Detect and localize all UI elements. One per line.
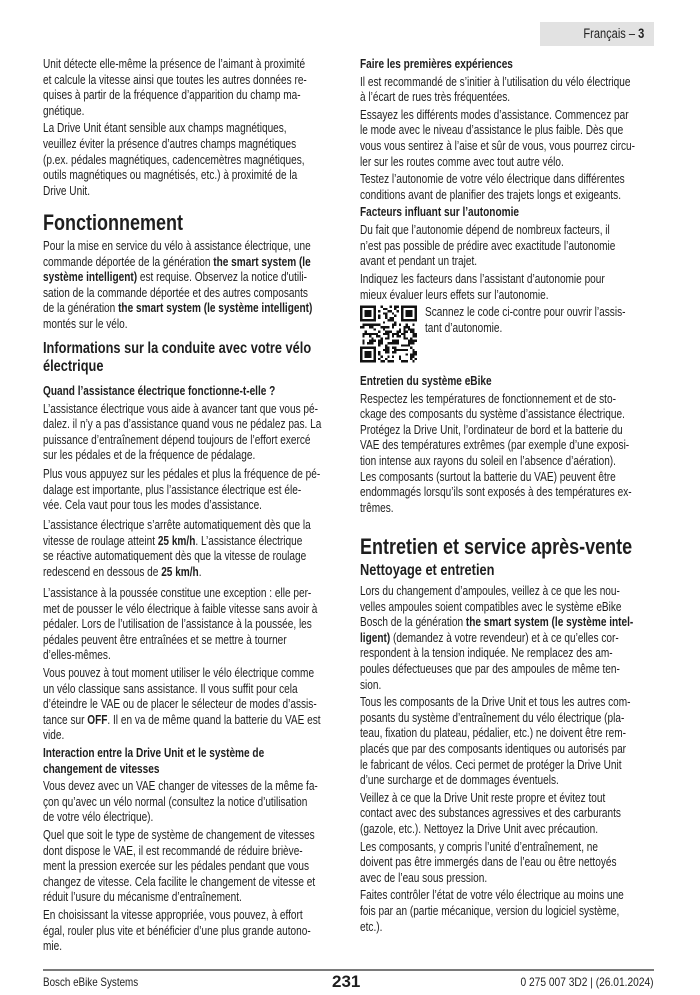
text-segment: vitesse de roulage atteint [43, 533, 158, 548]
qr-caption [425, 305, 626, 363]
text-line: se réactive automatiquement dès que la vitesse de roulage [43, 549, 307, 564]
bold-text: 25 km/h [157, 533, 196, 548]
bold-text: ligent) [360, 630, 391, 645]
text-line: vée. Cela vaut pour tous les modes d’assistance. [43, 498, 262, 513]
subheading [43, 384, 275, 400]
text-line: placés que par des composants identiques ou autorisés par [360, 741, 627, 756]
text-segment: . Il en va de même quand la batterie du VAE est [107, 712, 321, 727]
paragraph [43, 467, 320, 514]
paragraph [43, 402, 321, 464]
footer-page-number: 231 [332, 972, 361, 991]
text-line: Vous pouvez à tout moment utiliser le vélo électrique comme [43, 666, 315, 680]
text-line: posants du système d’entraînement du vélo électrique (pla- [360, 710, 625, 725]
language-label: Français – [583, 26, 638, 41]
paragraph [360, 223, 615, 270]
text-line: fois par an (partie mécanique, version du logiciel système, [360, 903, 620, 918]
paragraph [43, 518, 311, 580]
footer-brand: Bosch eBike Systems [43, 975, 139, 989]
text-line [43, 713, 321, 729]
text-line: Il est recommandé de s’initier à l’utilisation du vélo électrique [360, 74, 631, 89]
text-line: Testez l’autonomie de votre vélo électrique dans différentes [360, 172, 625, 187]
text-line: n’est pas possible de prédire avec exactitude l’autonomie [360, 238, 616, 253]
text-line: mieux évaluer leurs effets sur l’autonomie. [360, 287, 549, 302]
text-segment: redescend en dessous de [43, 564, 162, 579]
text-line: Plus vous appuyez sur les pédales et plus la fréquence de pé- [43, 467, 321, 481]
paragraph [360, 584, 633, 693]
text-segment: . L’assistance électrique [195, 533, 303, 548]
bold-text: 25 km/h [161, 564, 199, 579]
text-line [360, 631, 633, 647]
text-segment: tance sur [43, 712, 88, 727]
text-line: Essayez les différents modes d’assistance. Commencez par [360, 107, 629, 122]
text-line: puissance d’entraînement dépend toujours de l’effort exercé [43, 432, 311, 447]
text-line: Informations sur la conduite avec votre vélo [43, 340, 312, 357]
text-line: d’une surcharge et de dommages éventuels. [360, 773, 559, 788]
text-line: pédaler. Lors de l’utilisation de l’assistance à la poussée, les [43, 617, 312, 632]
qr-code-icon[interactable] [360, 305, 417, 363]
text-line: quises à partir de la fréquence d’apparition du champ ma- [43, 88, 301, 103]
footer-document-reference: 0 275 007 3D2 | (26.01.2024) [520, 975, 654, 989]
text-line: montés sur le vélo. [43, 316, 128, 331]
text-line: Du fait que l’autonomie dépend de nombreux facteurs, il [360, 223, 610, 237]
text-line: ler sur les routes comme avec tout autre vélo. [360, 154, 564, 169]
text-line: pédales peuvent être entraînées et se mettre à tourner [43, 632, 287, 647]
subsection-heading [43, 340, 311, 376]
text-line: le fabricant de vélos. Ceci permet de protéger la Drive Unit [360, 757, 622, 772]
text-line: tant d’autonomie. [425, 320, 503, 335]
text-line: L’assistance électrique vous aide à avancer tant que vous pé- [43, 401, 318, 416]
text-line: tion intense aux rayons du soleil en l’absence d’aération). [360, 453, 616, 468]
text-line: changez de vitesse. Cela facilite le changement de vitesse et [43, 874, 316, 889]
text-line: Les composants (surtout la batterie du VAE) peuvent être [360, 469, 616, 484]
text-line: changement de vitesses [43, 761, 160, 776]
paragraph [360, 888, 624, 935]
text-line [43, 565, 311, 581]
text-line: sion. [360, 677, 382, 692]
paragraph [360, 75, 630, 106]
text-line: Faire les premières expériences [360, 57, 513, 71]
paragraph [43, 586, 317, 664]
text-line: conditions avant de planifier des trajets longs et exigeants. [360, 187, 621, 202]
text-line: doivent pas être immergés dans de l’eau ou être nettoyés [360, 855, 617, 870]
text-line: etc.). [360, 919, 383, 934]
footer-divider [43, 969, 654, 971]
paragraph [43, 908, 311, 955]
text-line: Vous devez avec un VAE changer de vitesses de la même fa- [43, 779, 318, 794]
text-line: à l’écart de rues très fréquentées. [360, 90, 511, 105]
section-language-label [583, 26, 644, 41]
paragraph [43, 666, 321, 744]
text-line: sation de la commande déportée et des autres composants [43, 285, 308, 300]
text-line: réduit l’usure du mécanisme d’entraînement. [43, 890, 242, 905]
text-line: Entretien du système eBike [360, 374, 492, 388]
text-line: et calcule la vitesse ainsi que toutes les autres données re- [43, 72, 307, 87]
paragraph [360, 108, 635, 170]
text-segment: (demandez à votre revendeur) et à ce qu’elles cor- [390, 630, 619, 645]
text-line: L’assistance à la poussée constitue une exception : elle per- [43, 586, 312, 600]
text-line: gnétique. [43, 103, 85, 118]
text-line: d’elles-mêmes. [43, 648, 111, 663]
text-line [43, 255, 312, 271]
text-line: trêmes. [360, 500, 394, 515]
section-heading [43, 210, 183, 236]
text-line: contact avec des substances agressives et des carburants [360, 806, 621, 821]
text-line: ckage des composants du système d’assistance électrique. [360, 407, 625, 422]
text-line: (p.ex. pédales magnétiques, cadencemètres magnétiques, [43, 152, 305, 167]
text-line: vous vous sentirez à l’aise et sûr de vous, vous pourrez circu- [360, 138, 635, 153]
text-line: teau, fixation du plateau, pédalier, etc.) ne doivent être rem- [360, 726, 627, 741]
text-line: avant et pendant un trajet. [360, 254, 478, 269]
bold-text: the smart system (le système intelligent) [118, 301, 313, 316]
text-line: d’éteindre le VAE ou de placer le sélecteur de modes d’assis- [43, 697, 317, 712]
subheading [43, 746, 264, 777]
paragraph [43, 828, 315, 906]
text-line: Drive Unit. [43, 183, 91, 198]
text-line: le mode avec le niveau d’assistance le plus faible. Dès que [360, 123, 624, 138]
text-line: Indiquez les facteurs dans l’assistant d’autonomie pour [360, 272, 605, 286]
paragraph [43, 121, 305, 199]
text-line: met de pousser le vélo électrique à faible vitesse sans avoir à [43, 601, 318, 616]
text-line [43, 270, 312, 286]
paragraph [43, 57, 307, 119]
text-line: (gazole, etc.). Nettoyez la Drive Unit avec précaution. [360, 821, 598, 836]
text-line: Veillez à ce que la Drive Unit reste propre et évitez tout [360, 790, 606, 805]
subheading [360, 57, 513, 73]
text-line: Nettoyage et entretien [360, 562, 495, 579]
text-line: Pour la mise en service du vélo à assistance électrique, une [43, 239, 311, 253]
text-line: L’assistance électrique s’arrête automatiquement dès que la [43, 518, 311, 532]
text-line: électrique [43, 358, 104, 375]
text-line: Les composants, y compris l’unité d’entraînement, ne [360, 839, 599, 854]
text-line: Lors du changement d’ampoules, veillez à ce que les nou- [360, 584, 620, 598]
text-line: Quand l’assistance électrique fonctionne-t-elle ? [43, 384, 276, 398]
section-page-number: 3 [637, 26, 644, 41]
subsection-heading [360, 562, 494, 580]
text-line: un vélo classique sans assistance. Il vous suffit pour cela [43, 681, 298, 696]
text-line: dont dispose le VAE, il est recommandé de réduire brièvе- [43, 843, 303, 858]
text-line: Entretien et service après-vente [360, 534, 633, 559]
text-line: endommagés lorsqu’ils sont exposés à des températures ex- [360, 485, 632, 500]
text-segment: commande déportée de la génération [43, 254, 214, 269]
text-line: poules défectueuses que par des ampoules de même ten- [360, 661, 620, 676]
text-line: sur les pédales et de la fréquence de pédalage. [43, 448, 256, 463]
text-segment: de la génération [43, 301, 119, 316]
paragraph [360, 695, 630, 789]
text-line: dalez. il n’y a pas d’assistance quand vous ne pédalez pas. La [43, 417, 322, 432]
text-line: Scannez le code ci-contre pour ouvrir l’assis- [425, 305, 626, 320]
text-line: Unit détecte elle-même la présence de l’aimant à proximité [43, 57, 306, 71]
paragraph [360, 172, 625, 203]
text-line: veuillez éviter la présence d’autres champs magnétiques [43, 136, 297, 151]
paragraph [360, 272, 605, 303]
text-line: Facteurs influant sur l’autonomie [360, 205, 519, 220]
text-line: respondent à la tension indiquée. Ne remplacez des am- [360, 646, 613, 661]
text-segment: . [198, 564, 202, 579]
text-line: mie. [43, 939, 63, 954]
text-line: Fonctionnement [43, 210, 183, 235]
paragraph [360, 791, 621, 838]
text-line: Interaction entre la Drive Unit et le système de [43, 746, 265, 760]
text-line: VAE des températures extrêmes (par exemple d’une exposi- [360, 438, 630, 453]
subheading [360, 374, 492, 390]
text-line: Respectez les températures de fonctionnement et de sto- [360, 391, 616, 406]
text-line: de votre vélo électrique). [43, 810, 154, 825]
text-line [43, 534, 311, 550]
section-heading [360, 534, 632, 560]
text-line: ment la pression exercée sur les pédales pendant que vous [43, 859, 310, 874]
text-line: En choisissant la vitesse appropriée, vous pouvez, à effort [43, 908, 303, 922]
paragraph [43, 779, 318, 826]
subheading [360, 205, 519, 221]
paragraph [43, 239, 312, 333]
bold-text: système intelligent) [43, 270, 138, 285]
text-line: Tous les composants de la Drive Unit et tous les autres com- [360, 695, 631, 710]
text-line: outils magnétiques ou magnétisés, etc.) à proximité de la [43, 168, 298, 183]
bold-text: OFF [87, 712, 108, 727]
text-line: Quel que soit le type de système de changement de vitesses [43, 828, 315, 842]
text-line [43, 301, 312, 317]
bold-text: the smart system (le [213, 254, 311, 269]
text-line: avec de l’eau sous pression. [360, 870, 488, 885]
paragraph [360, 840, 617, 887]
text-segment: Bosch de la génération [360, 615, 466, 630]
text-line: égal, rouler plus vite et bénéficier d’une plus grande autono- [43, 923, 311, 938]
text-line: dalage est importante, plus l’assistance électrique est éle- [43, 482, 302, 497]
text-line: vide. [43, 728, 65, 743]
text-line: velles ampoules soient compatibles avec le système eBike [360, 599, 622, 614]
text-line: çon qu’avec un vélo normal (consultez la notice d’utilisation [43, 794, 308, 809]
page-header [540, 22, 654, 46]
text-line: Faites contrôler l’état de votre vélo électrique au moins une [360, 888, 624, 903]
text-line [360, 615, 633, 631]
text-line: La Drive Unit étant sensible aux champs magnétiques, [43, 121, 287, 136]
text-line: Protégez la Drive Unit, l’ordinateur de bord et la batterie du [360, 422, 623, 437]
bold-text: the smart system (le système intel- [465, 615, 634, 630]
paragraph [360, 392, 632, 517]
text-segment: est requise. Observez la notice d'utili- [137, 270, 307, 285]
